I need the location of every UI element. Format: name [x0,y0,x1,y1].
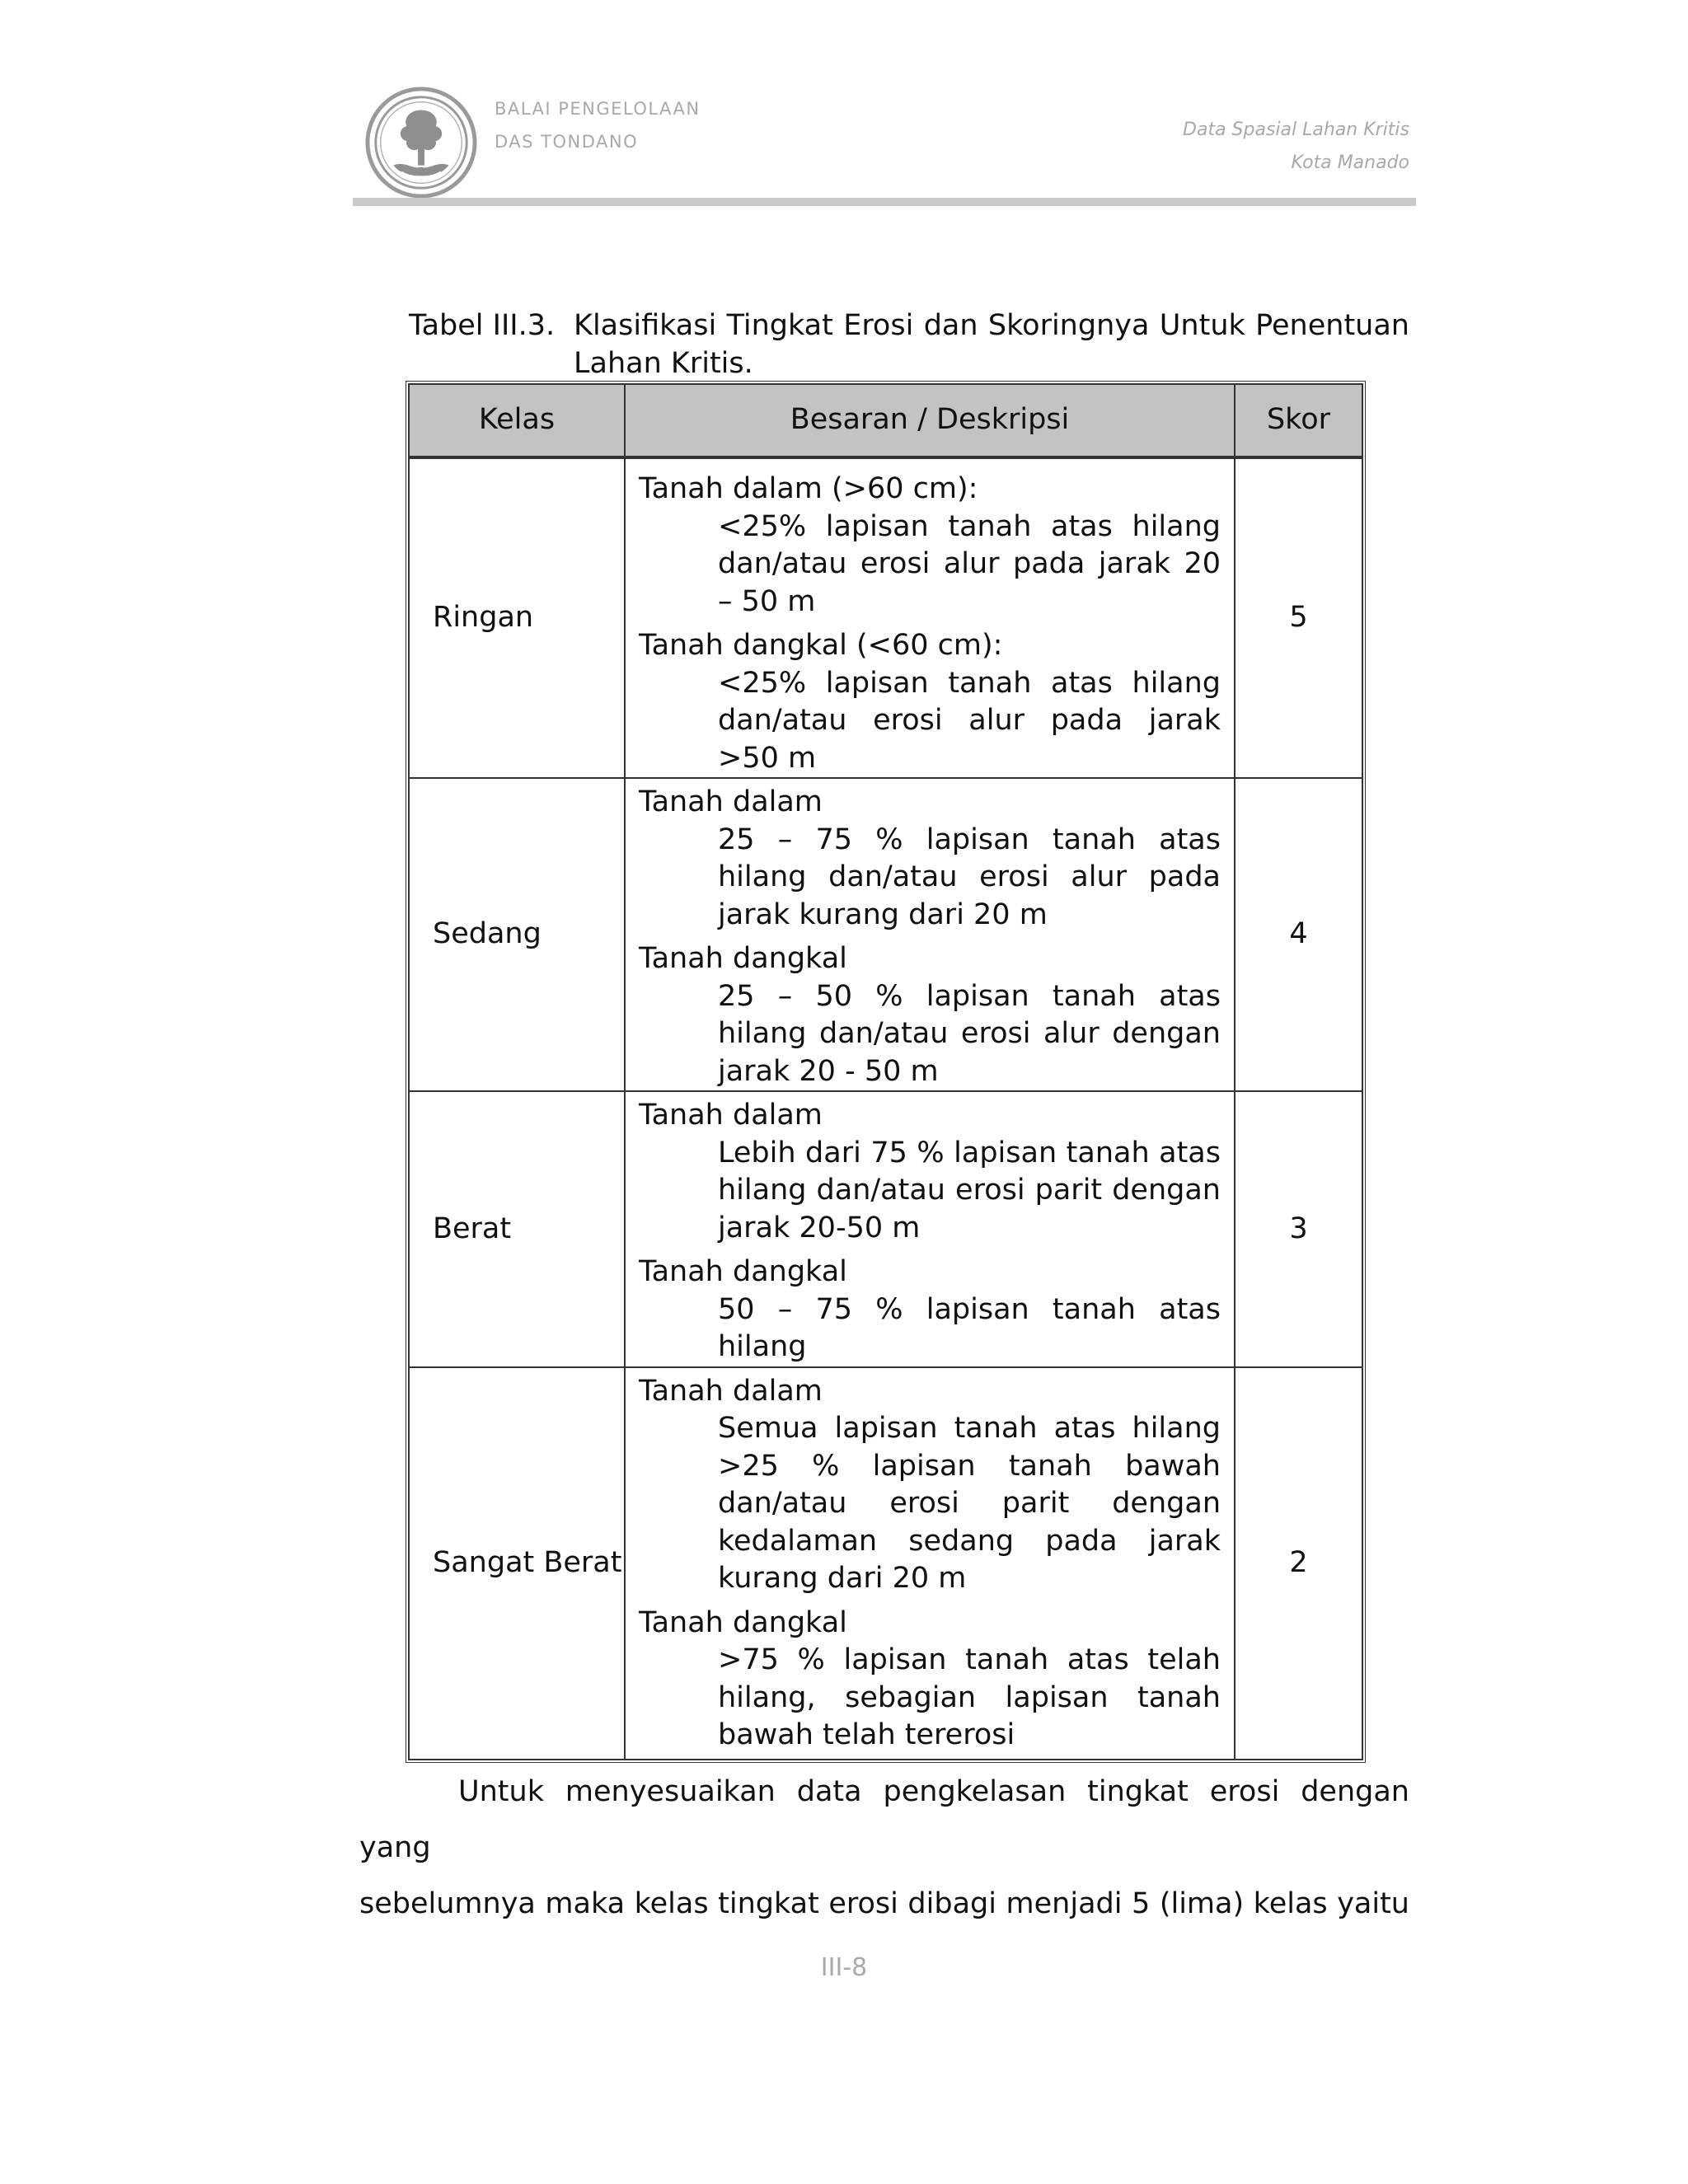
page-number: III-8 [820,1953,868,1982]
soil-depth-label: Tanah dangkal [639,942,847,975]
document-title [1183,114,1409,180]
description-block [639,1254,1221,1366]
erosion-detail: Lebih dari 75 % lapisan tanah atas hilang dan/atau erosi parit dengan jarak 20-50 m [718,1136,1221,1244]
soil-depth-label: Tanah dalam [639,785,823,818]
skor-cell: 3 [1235,1091,1362,1367]
kelas-cell: Berat [409,1091,625,1367]
paragraph-line-1: Untuk menyesuaikan data pengkelasan tingkat erosi dengan yang [359,1775,1409,1864]
kelas-cell: Sangat Berat [409,1367,625,1760]
doc-line-1: Data Spasial Lahan Kritis [1183,120,1409,140]
header-rule [353,198,1416,206]
table-row [409,458,1362,778]
organization-name [495,92,701,158]
table-row [409,1091,1362,1367]
description-block [639,1373,1221,1598]
page-header [353,82,1416,206]
tree-logo-icon [364,86,478,199]
description-cell [625,1091,1235,1367]
caption-label: Tabel III.3. [409,309,556,342]
description-cell [625,1367,1235,1760]
header-kelas: Kelas [409,384,625,458]
erosion-detail: <25% lapisan tanah atas hilang dan/atau erosi alur pada jarak >50 m [718,666,1221,775]
soil-depth-label: Tanah dangkal [639,1605,847,1639]
erosion-detail: 50 – 75 % lapisan tanah atas hilang [718,1292,1221,1363]
caption-line-1: Klasifikasi Tingkat Erosi dan Skoringnya Untuk Penentuan [574,309,1409,342]
table-row [409,1367,1362,1760]
table-header-row [409,384,1362,458]
skor-cell: 2 [1235,1367,1362,1760]
description-block [639,471,1221,621]
header-skor: Skor [1235,384,1362,458]
soil-depth-label: Tanah dangkal [639,1255,847,1288]
body-paragraph [359,1764,1409,1932]
soil-depth-label: Tanah dangkal (<60 cm): [639,629,1003,662]
table-row [409,778,1362,1091]
description-block [639,627,1221,777]
kelas-cell: Ringan [409,458,625,778]
erosion-detail: <25% lapisan tanah atas hilang dan/atau erosi alur pada jarak 20 – 50 m [718,509,1221,618]
org-line-2: DAS TONDANO [495,132,639,152]
kelas-cell: Sedang [409,778,625,1091]
caption-line-2: Lahan Kritis. [574,347,753,380]
erosion-detail: >75 % lapisan tanah atas telah hilang, sebagian lapisan tanah bawah telah tererosi [718,1643,1221,1751]
doc-line-2: Kota Manado [1291,152,1409,173]
erosion-detail: 25 – 50 % lapisan tanah atas hilang dan/atau erosi alur dengan jarak 20 - 50 m [718,979,1221,1088]
soil-depth-label: Tanah dalam (>60 cm): [639,472,978,505]
description-cell [625,778,1235,1091]
erosion-classification-table [406,381,1366,1763]
description-block [639,784,1221,934]
erosion-detail: 25 – 75 % lapisan tanah atas hilang dan/atau erosi alur pada jarak kurang dari 20 m [718,823,1221,931]
org-line-1: BALAI PENGELOLAAN [495,99,701,119]
description-cell [625,458,1235,778]
soil-depth-label: Tanah dalam [639,1099,823,1132]
description-block [639,1097,1221,1247]
erosion-detail: Semua lapisan tanah atas hilang >25 % lapisan tanah bawah dan/atau erosi parit dengan kedalaman sedang pada jarak kurang dari 20 m [718,1412,1221,1595]
skor-cell: 4 [1235,778,1362,1091]
paragraph-line-2: sebelumnya maka kelas tingkat erosi dibagi menjadi 5 (lima) kelas yaitu [359,1887,1409,1920]
description-block [639,940,1221,1090]
header-deskripsi: Besaran / Deskripsi [625,384,1235,458]
soil-depth-label: Tanah dalam [639,1374,823,1408]
description-block [639,1605,1221,1755]
skor-cell: 5 [1235,458,1362,778]
